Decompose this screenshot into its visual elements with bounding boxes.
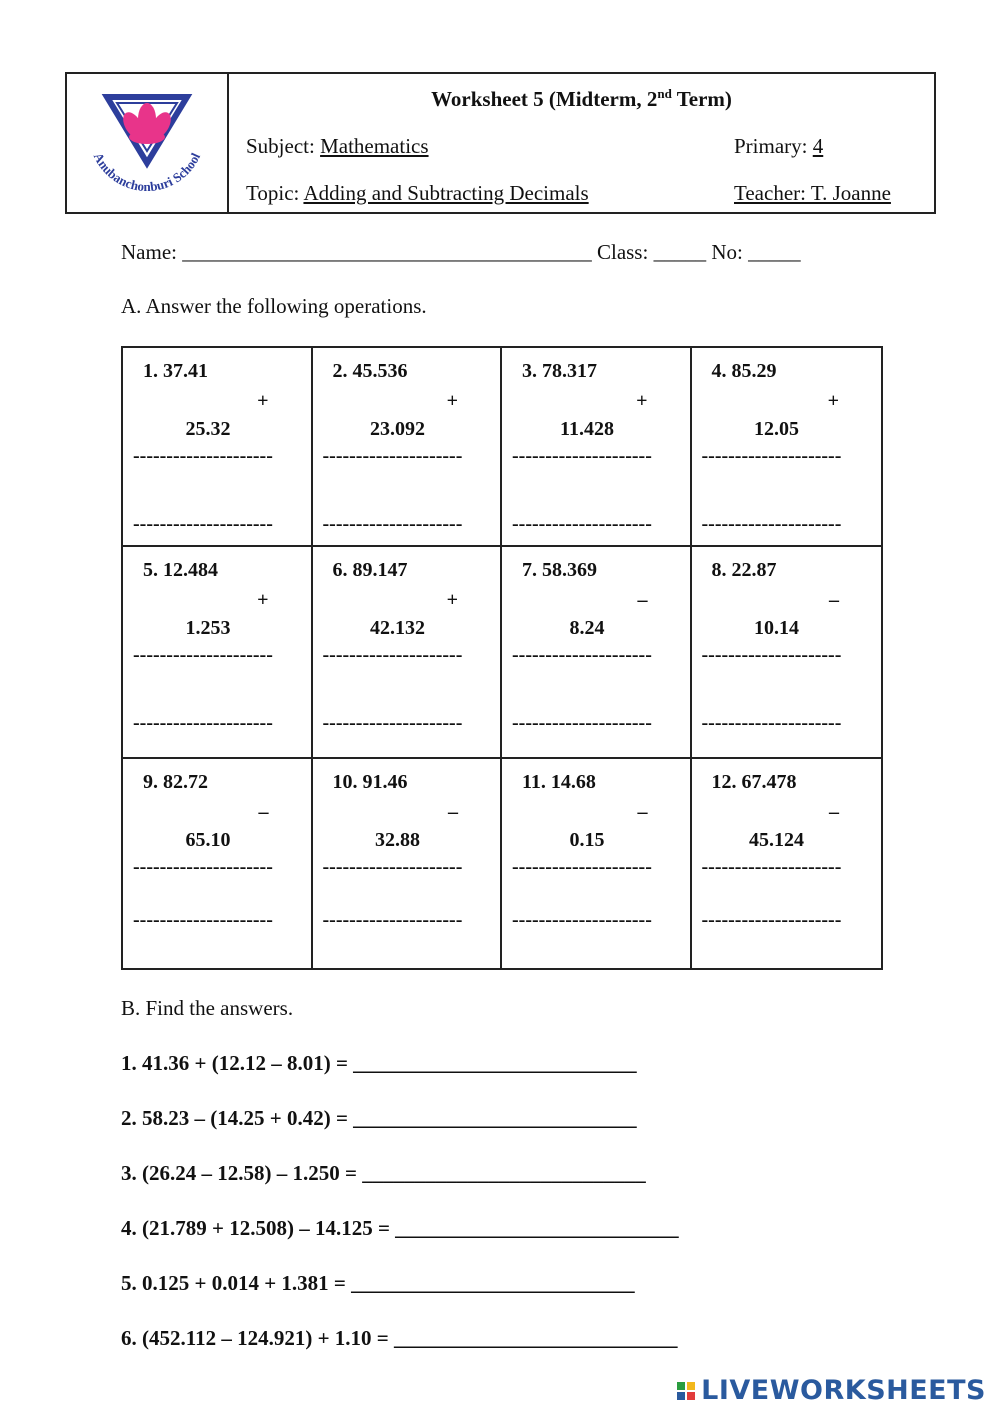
section-b-heading: B. Find the answers.	[121, 996, 294, 1020]
problem-second-number: 45.124	[749, 829, 804, 851]
problem-answer-line: ---------------------	[512, 856, 652, 878]
liveworksheets-logo-icon	[677, 1382, 695, 1400]
worksheet-header	[65, 72, 936, 214]
teacher-value: Teacher: T. Joanne	[734, 181, 891, 205]
svg-text:Anubanchonburi School	[91, 150, 204, 194]
primary-value: 4	[812, 134, 824, 158]
problem-operator: –	[637, 801, 648, 823]
problem-second-number: 12.05	[754, 418, 799, 440]
equation-item[interactable]: 5. 0.125 + 0.014 + 1.381 = ___________________________	[121, 1271, 635, 1295]
problem-cell[interactable]	[123, 547, 313, 759]
problem-second-number: 8.24	[569, 617, 605, 639]
problem-working-line[interactable]: ---------------------	[701, 909, 842, 931]
problem-answer-line: ---------------------	[133, 445, 273, 467]
problem-operator: –	[637, 589, 648, 611]
problem-working-line[interactable]: ---------------------	[133, 513, 273, 535]
problem-second-number: 11.428	[560, 418, 614, 440]
problem-cell[interactable]	[692, 759, 882, 968]
problem-answer-line: ---------------------	[701, 445, 842, 467]
problem-second-number: 65.10	[185, 829, 231, 851]
problem-first-number: 12. 67.478	[711, 771, 797, 793]
problem-first-number: 1. 37.41	[143, 360, 208, 382]
problem-operator: +	[446, 390, 458, 412]
problem-second-number: 32.88	[375, 829, 420, 851]
school-logo	[67, 74, 229, 212]
problem-first-number: 8. 22.87	[711, 559, 777, 581]
problem-first-number: 6. 89.147	[332, 559, 408, 581]
problem-second-number: 1.253	[185, 617, 231, 639]
problem-first-number: 11. 14.68	[522, 771, 596, 793]
problem-working-line[interactable]: ---------------------	[133, 712, 273, 734]
problem-cell[interactable]	[313, 348, 503, 547]
problems-grid	[121, 346, 883, 970]
problem-first-number: 9. 82.72	[143, 771, 208, 793]
problem-answer-line: ---------------------	[322, 644, 463, 666]
school-logo-icon	[77, 83, 217, 203]
problem-operator: +	[827, 390, 839, 412]
problem-cell[interactable]	[692, 547, 882, 759]
problem-answer-line: ---------------------	[701, 644, 842, 666]
topic-value: Adding and Subtracting Decimals	[303, 181, 589, 205]
equation-item[interactable]: 6. (452.112 – 124.921) + 1.10 = ___________________________	[121, 1326, 678, 1350]
problem-cell[interactable]	[692, 348, 882, 547]
problem-answer-line: ---------------------	[133, 856, 273, 878]
problem-answer-line: ---------------------	[322, 445, 463, 467]
problem-second-number: 10.14	[754, 617, 799, 639]
problem-answer-line: ---------------------	[133, 644, 273, 666]
subject-row: Subject: Mathematics Primary: 4	[246, 134, 824, 158]
problem-answer-line: ---------------------	[512, 445, 652, 467]
problem-second-number: 42.132	[370, 617, 425, 639]
problem-working-line[interactable]: ---------------------	[322, 513, 463, 535]
problem-second-number: 23.092	[370, 418, 425, 440]
problem-first-number: 4. 85.29	[711, 360, 777, 382]
equation-item[interactable]: 3. (26.24 – 12.58) – 1.250 = ___________________________	[121, 1161, 646, 1185]
logo-text: Anubanchonburi School	[90, 150, 204, 195]
problem-cell[interactable]	[502, 759, 692, 968]
problem-working-line[interactable]: ---------------------	[322, 909, 463, 931]
problem-operator: +	[636, 390, 648, 412]
worksheet-title: Worksheet 5 (Midterm, 2nd Term)	[431, 86, 732, 111]
problem-working-line[interactable]: ---------------------	[701, 712, 842, 734]
problem-answer-line: ---------------------	[512, 644, 652, 666]
problem-working-line[interactable]: ---------------------	[512, 909, 652, 931]
problem-working-line[interactable]: ---------------------	[133, 909, 273, 931]
problem-working-line[interactable]: ---------------------	[512, 513, 652, 535]
problem-second-number: 25.32	[185, 418, 231, 440]
problem-operator: +	[446, 589, 458, 611]
problem-first-number: 5. 12.484	[143, 559, 218, 581]
problem-cell[interactable]	[502, 547, 692, 759]
equation-item[interactable]: 1. 41.36 + (12.12 – 8.01) = ___________________________	[121, 1051, 637, 1075]
problem-cell[interactable]	[313, 547, 503, 759]
problem-cell[interactable]	[123, 348, 313, 547]
worksheet-info	[229, 74, 934, 212]
problem-first-number: 7. 58.369	[522, 559, 597, 581]
section-a-heading: A. Answer the following operations.	[121, 294, 427, 318]
name-class-no-line[interactable]: Name: _______________________________________ Class: _____ No: _____	[121, 240, 801, 264]
problem-working-line[interactable]: ---------------------	[322, 712, 463, 734]
problem-cell[interactable]	[123, 759, 313, 968]
problem-first-number: 10. 91.46	[332, 771, 408, 793]
problem-operator: –	[829, 589, 839, 611]
equation-item[interactable]: 4. (21.789 + 12.508) – 14.125 = ___________________________	[121, 1216, 679, 1240]
problem-operator: –	[258, 801, 269, 823]
problem-answer-line: ---------------------	[322, 856, 463, 878]
problem-cell[interactable]	[313, 759, 503, 968]
problem-first-number: 2. 45.536	[332, 360, 408, 382]
problem-operator: +	[257, 589, 269, 611]
problem-operator: –	[448, 801, 458, 823]
problem-operator: –	[829, 801, 839, 823]
liveworksheets-brand: LIVEWORKSHEETS	[677, 1375, 986, 1406]
topic-row: Topic: Adding and Subtracting Decimals Teacher: T. Joanne	[246, 181, 914, 206]
problem-operator: +	[257, 390, 269, 412]
equation-item[interactable]: 2. 58.23 – (14.25 + 0.42) = ___________________________	[121, 1106, 637, 1130]
subject-value: Mathematics	[320, 134, 429, 158]
problem-working-line[interactable]: ---------------------	[512, 712, 652, 734]
problem-first-number: 3. 78.317	[522, 360, 597, 382]
problem-cell[interactable]	[502, 348, 692, 547]
problem-second-number: 0.15	[569, 829, 605, 851]
problem-working-line[interactable]: ---------------------	[701, 513, 842, 535]
problem-answer-line: ---------------------	[701, 856, 842, 878]
